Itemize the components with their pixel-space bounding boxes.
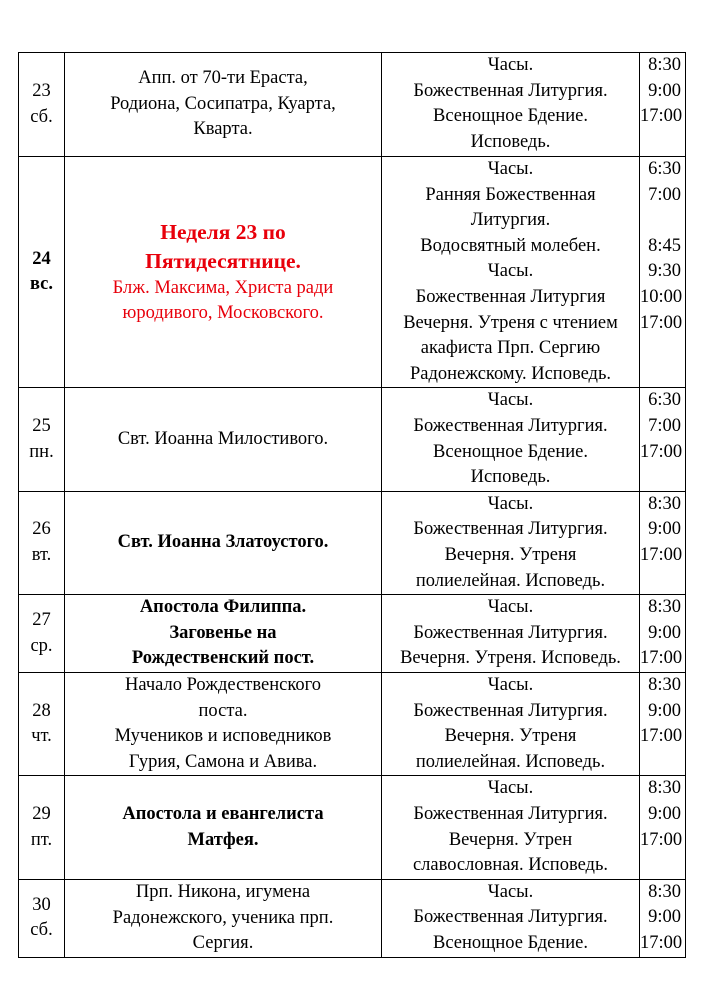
weekday: вт. bbox=[31, 544, 52, 565]
service-line: Божественная Литургия. bbox=[413, 907, 608, 928]
day-number: 23 bbox=[32, 80, 51, 101]
service-line: Всенощное Бдение. bbox=[432, 933, 589, 954]
service-time: 17:00 bbox=[640, 106, 683, 127]
service-line: Божественная Литургия. bbox=[413, 804, 608, 825]
times-cell bbox=[640, 673, 686, 776]
service-line: Вечерня. Утреня с чтением bbox=[403, 312, 618, 333]
service-time: 9:00 bbox=[648, 80, 681, 101]
service-line: Часы. bbox=[487, 597, 534, 618]
service-line: Вечерня. Утреня bbox=[444, 544, 577, 565]
service-time: 17:00 bbox=[640, 544, 683, 565]
event-line: Свт. Иоанна Милостивого. bbox=[117, 428, 329, 449]
date-cell bbox=[19, 157, 65, 388]
event-cell bbox=[65, 388, 382, 491]
feast-title-line: Пятидесятнице. bbox=[145, 248, 301, 273]
times-cell bbox=[640, 595, 686, 673]
service-time: 8:45 bbox=[648, 235, 681, 256]
service-time: 9:00 bbox=[648, 622, 681, 643]
service-line: Всенощное Бдение. bbox=[432, 106, 589, 127]
services-cell bbox=[382, 53, 640, 157]
weekday: чт. bbox=[31, 726, 52, 747]
service-time: 9:00 bbox=[648, 907, 681, 928]
times-cell bbox=[640, 388, 686, 491]
event-cell bbox=[65, 53, 382, 157]
day-number: 30 bbox=[32, 894, 51, 915]
event-cell bbox=[65, 491, 382, 594]
service-line: Часы. bbox=[487, 390, 534, 411]
event-line: Гурия, Самона и Авива. bbox=[128, 751, 318, 772]
event-cell bbox=[65, 879, 382, 957]
weekday: пт. bbox=[30, 829, 53, 850]
schedule-row bbox=[19, 673, 686, 776]
service-time: 17:00 bbox=[640, 312, 683, 333]
schedule-row bbox=[19, 491, 686, 594]
service-time: 7:00 bbox=[648, 415, 681, 436]
times-cell bbox=[640, 879, 686, 957]
weekday: сб. bbox=[30, 920, 53, 941]
service-line: Часы. bbox=[487, 261, 534, 282]
service-line: Радонежскому. Исповедь. bbox=[409, 363, 612, 384]
event-cell bbox=[65, 157, 382, 388]
event-line: Блж. Максима, Христа ради bbox=[112, 277, 334, 298]
service-line: Вечерня. Утрен bbox=[448, 829, 573, 850]
date-cell bbox=[19, 388, 65, 491]
event-line: Свт. Иоанна Златоустого. bbox=[117, 532, 329, 553]
service-line: Вечерня. Утреня. Исповедь. bbox=[400, 648, 621, 669]
schedule-row bbox=[19, 595, 686, 673]
service-line: Божественная Литургия. bbox=[413, 622, 608, 643]
service-time: 9:30 bbox=[648, 261, 681, 282]
service-line: Божественная Литургия. bbox=[413, 700, 608, 721]
service-time: 10:00 bbox=[640, 286, 683, 307]
schedule-row bbox=[19, 879, 686, 957]
service-time: 17:00 bbox=[640, 726, 683, 747]
services-cell bbox=[382, 388, 640, 491]
service-line: Литургия. bbox=[470, 210, 551, 231]
date-cell bbox=[19, 595, 65, 673]
event-line: юродивого, Московского. bbox=[122, 303, 324, 324]
event-cell bbox=[65, 595, 382, 673]
schedule-row bbox=[19, 388, 686, 491]
service-line: Часы. bbox=[487, 675, 534, 696]
service-time: 6:30 bbox=[648, 159, 681, 179]
service-time: 8:30 bbox=[648, 493, 681, 514]
schedule-row bbox=[19, 157, 686, 388]
feast-title-line: Неделя 23 по bbox=[160, 219, 286, 244]
service-line: Водосвятный молебен. bbox=[420, 235, 601, 256]
event-line: Радонежского, ученика прп. bbox=[112, 907, 334, 928]
times-cell bbox=[640, 776, 686, 879]
event-line: Апостола Филиппа. bbox=[139, 597, 307, 618]
times-cell bbox=[640, 157, 686, 388]
weekday: вс. bbox=[29, 274, 54, 295]
event-line: Мучеников и исповедников bbox=[114, 726, 332, 747]
service-time: 9:00 bbox=[648, 519, 681, 540]
service-line: Часы. bbox=[487, 493, 534, 514]
weekday: сб. bbox=[30, 106, 53, 127]
service-time: 8:30 bbox=[648, 881, 681, 902]
service-line: Часы. bbox=[487, 778, 534, 799]
service-line: Ранняя Божественная bbox=[425, 184, 596, 205]
schedule-row bbox=[19, 776, 686, 879]
service-line: Божественная Литургия. bbox=[413, 415, 608, 436]
day-number: 24 bbox=[32, 248, 51, 269]
service-time: 17:00 bbox=[640, 933, 683, 954]
service-time: 8:30 bbox=[648, 597, 681, 618]
date-cell bbox=[19, 776, 65, 879]
service-line: Вечерня. Утреня bbox=[444, 726, 577, 747]
day-number: 28 bbox=[32, 700, 51, 721]
service-line: Часы. bbox=[487, 159, 534, 179]
event-line: Кварта. bbox=[193, 119, 253, 140]
day-number: 29 bbox=[32, 804, 51, 825]
weekday: пн. bbox=[29, 441, 54, 462]
event-line: Заговенье на bbox=[169, 622, 277, 643]
service-time: 17:00 bbox=[640, 829, 683, 850]
day-number: 26 bbox=[32, 519, 51, 540]
weekday: ср. bbox=[30, 635, 53, 656]
service-time: 9:00 bbox=[648, 700, 681, 721]
service-line: полиелейная. Исповедь. bbox=[415, 570, 606, 591]
date-cell bbox=[19, 53, 65, 157]
service-time: 8:30 bbox=[648, 675, 681, 696]
schedule-table bbox=[18, 52, 686, 958]
service-line: Часы. bbox=[487, 55, 534, 75]
services-cell bbox=[382, 879, 640, 957]
services-cell bbox=[382, 673, 640, 776]
service-time: 17:00 bbox=[640, 648, 683, 669]
service-line: Божественная Литургия bbox=[415, 286, 606, 307]
event-line: поста. bbox=[198, 700, 248, 721]
service-time: 8:30 bbox=[648, 778, 681, 799]
service-time: 6:30 bbox=[648, 390, 681, 411]
schedule-row bbox=[19, 53, 686, 157]
day-number: 27 bbox=[32, 610, 51, 630]
day-number: 25 bbox=[32, 415, 51, 436]
service-line: Исповедь. bbox=[470, 467, 551, 488]
event-line: Родиона, Сосипатра, Куарта, bbox=[110, 93, 336, 114]
event-cell bbox=[65, 673, 382, 776]
services-cell bbox=[382, 595, 640, 673]
date-cell bbox=[19, 879, 65, 957]
date-cell bbox=[19, 491, 65, 594]
service-time: 17:00 bbox=[640, 441, 683, 462]
service-line: Всенощное Бдение. bbox=[432, 441, 589, 462]
times-cell bbox=[640, 53, 686, 157]
event-line: Сергия. bbox=[192, 933, 254, 954]
service-time: 8:30 bbox=[648, 55, 681, 75]
service-line: Божественная Литургия. bbox=[413, 519, 608, 540]
service-line: акафиста Прп. Сергию bbox=[420, 338, 601, 359]
event-line: Прп. Никона, игумена bbox=[135, 881, 311, 902]
services-cell bbox=[382, 491, 640, 594]
event-line: Матфея. bbox=[187, 829, 259, 850]
service-line: полиелейная. Исповедь. bbox=[415, 751, 606, 772]
event-line: Начало Рождественского bbox=[124, 675, 322, 696]
services-cell bbox=[382, 776, 640, 879]
service-time: 7:00 bbox=[648, 184, 681, 205]
event-line: Апп. от 70-ти Ераста, bbox=[138, 68, 308, 89]
service-line: славословная. Исповедь. bbox=[412, 855, 609, 876]
event-cell bbox=[65, 776, 382, 879]
service-time: 9:00 bbox=[648, 804, 681, 825]
service-time bbox=[640, 208, 681, 234]
service-line: Часы. bbox=[487, 881, 534, 902]
event-line: Апостола и евангелиста bbox=[122, 804, 324, 825]
services-cell bbox=[382, 157, 640, 388]
service-line: Божественная Литургия. bbox=[413, 80, 608, 101]
times-cell bbox=[640, 491, 686, 594]
date-cell bbox=[19, 673, 65, 776]
event-line: Рождественский пост. bbox=[131, 648, 315, 669]
service-line: Исповедь. bbox=[470, 131, 551, 152]
